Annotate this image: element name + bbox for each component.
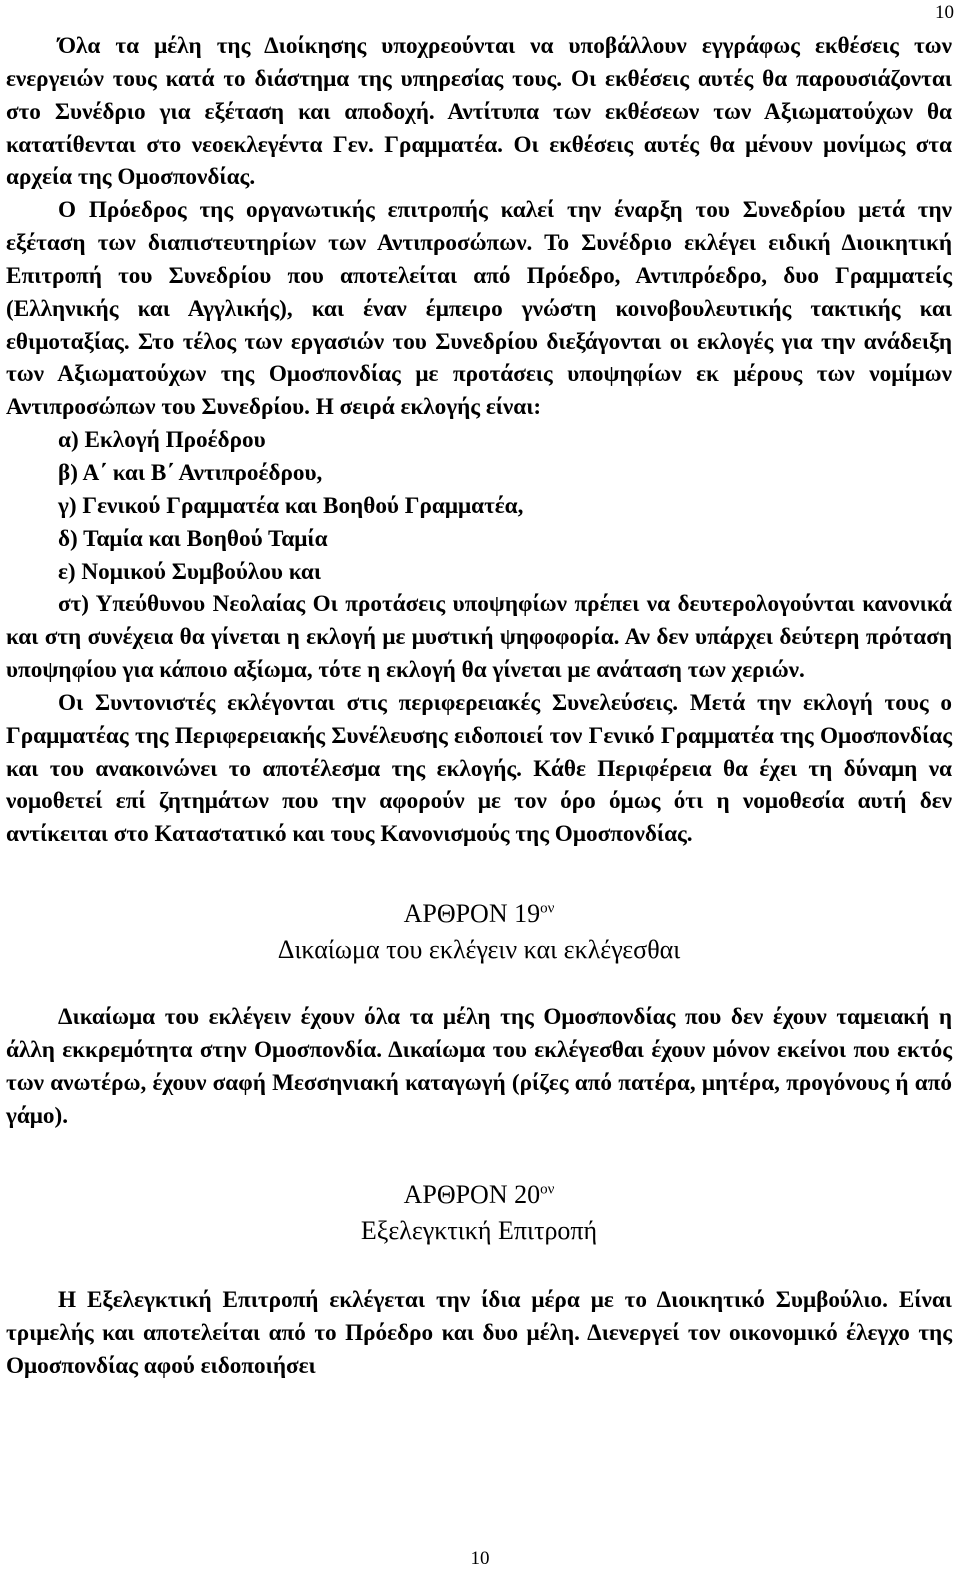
- list-item-legal-advisor: ε) Νομικού Συμβούλου και: [58, 558, 322, 585]
- voting-procedure-text: Οι προτάσεις υποψηφίων πρέπει να δευτερολογούνται κανονικά και στη συνέχεια θα γίνεται η εκλογή με μυστική ψηφοφορία. Αν δεν υπάρχει δεύτερη πρόταση υποψηφίου για κάποιο αξίωμα, τότε η εκλογή θα γίνεται με ανάταση των χεριών.: [6, 591, 952, 684]
- list-item-secretaries: γ) Γενικού Γραμματέα και Βοηθού Γραμματέα,: [58, 492, 524, 519]
- paragraph-congress: Ο Πρόεδρος της οργανωτικής επιτροπής καλεί την έναρξη του Συνεδρίου μετά την εξέταση των διαπιστευτηρίων των Αντιπροσώπων. Το Συνέδριο εκλέγει ειδική Διοικητική Επιτροπή του Συνεδρίου που αποτελείται από Πρόεδρο, Αντιπρόεδρο, δυο Γραμματείς (Ελληνικής και Αγγλικής), και έναν έμπειρο γνώστη κοινοβουλευτικής τακτικής και εθιμοταξίας. Στο τέλος των εργασιών του Συνεδρίου διεξάγονται οι εκλογές για την ανάδειξη των Αξιωματούχων της Ομοσπονδίας με προτάσεις υποψηφίων εκ μέρους των νομίμων Αντιπροσώπων του Συνεδρίου. Η σειρά εκλογής είναι:: [6, 197, 952, 421]
- list-item-treasurers: δ) Ταμία και Βοηθού Ταμία: [58, 525, 328, 552]
- article-19-text: Δικαίωμα του εκλέγειν έχουν όλα τα μέλη της Ομοσπονδίας που δεν έχουν ταμειακή η άλλη εκκρεμότητα στην Ομοσπονδία. Δικαίωμα του εκλέγεσθαι έχουν μόνον εκείνοι που εκτός των ανωτέρω, έχουν σαφή Μεσσηνιακή καταγωγή (ρίζες από πατέρα, μητέρα, προγόνους ή από γάμο).: [6, 1004, 952, 1129]
- paragraph-coordinators: Οι Συντονιστές εκλέγονται στις περιφερειακές Συνελεύσεις. Μετά την εκλογή τους ο Γραμματέας της Περιφερειακής Συνέλευσης ειδοποιεί τον Γενικό Γραμματέα της Ομοσπονδίας και του ανακοινώνει το αποτέλεσμα της εκλογής. Κάθε Περιφέρεια θα έχει τη δύναμη να νομοθετεί επί ζητημάτων που την αφορούν με τον όρο όμως ότι η νομοθεσία αυτή δεν αντίκειται στο Καταστατικό και τους Κανονισμούς της Ομοσπονδίας.: [6, 689, 952, 848]
- page-number-bottom: 10: [470, 1548, 490, 1569]
- article-20-title: ΑΡΘΡΟΝ $20^{o\nu}$: [403, 1180, 555, 1210]
- article-20-subtitle: Εξελεγκτική Επιτροπή: [360, 1216, 598, 1246]
- article-19-title-sup: ον: [540, 900, 555, 917]
- article-20-title-sup: ον: [540, 1181, 555, 1198]
- list-item-vice-presidents: β) Α΄ και Β΄ Αντιπροέδρου,: [58, 459, 323, 486]
- paragraph-youth-and-voting: [6, 588, 952, 687]
- document-body: [6, 30, 952, 1383]
- paragraph-reports: Όλα τα μέλη της Διοίκησης υποχρεούνται να υποβάλλουν εγγράφως εκθέσεις των ενεργειών τους κατά το διάστημα της υπηρεσίας τους. Οι εκθέσεις αυτές θα παρουσιάζονται στο Συνέδριο για εξέταση και αποδοχή. Αντίτυπα των εκθέσεων των Αξιωματούχων θα κατατίθενται στο νεοεκλεγέντα Γεν. Γραμματέα. Οι εκθέσεις αυτές θα μένουν μονίμως στα αρχεία της Ομοσπονδίας.: [6, 33, 952, 191]
- list-item-youth: στ) Υπεύθυνου Νεολαίας: [58, 591, 306, 618]
- list-item-president: α) Εκλογή Προέδρου: [58, 427, 266, 454]
- page-number-top: 10: [935, 2, 954, 23]
- article-20-text: Η Εξελεγκτική Επιτροπή εκλέγεται την ίδια μέρα με το Διοικητικό Συμβούλιο. Είναι τριμελής και αποτελείται από το Πρόεδρο και δυο μέλη. Διενεργεί τον οικονομικό έλεγχο της Ομοσπονδίας αφού ειδοποιήσει: [6, 1287, 952, 1380]
- article-19-subtitle: Δικαίωμα του εκλέγειν και εκλέγεσθαι: [277, 935, 681, 965]
- article-19-title: ΑΡΘΡΟΝ $19^{o\nu}$: [403, 899, 555, 929]
